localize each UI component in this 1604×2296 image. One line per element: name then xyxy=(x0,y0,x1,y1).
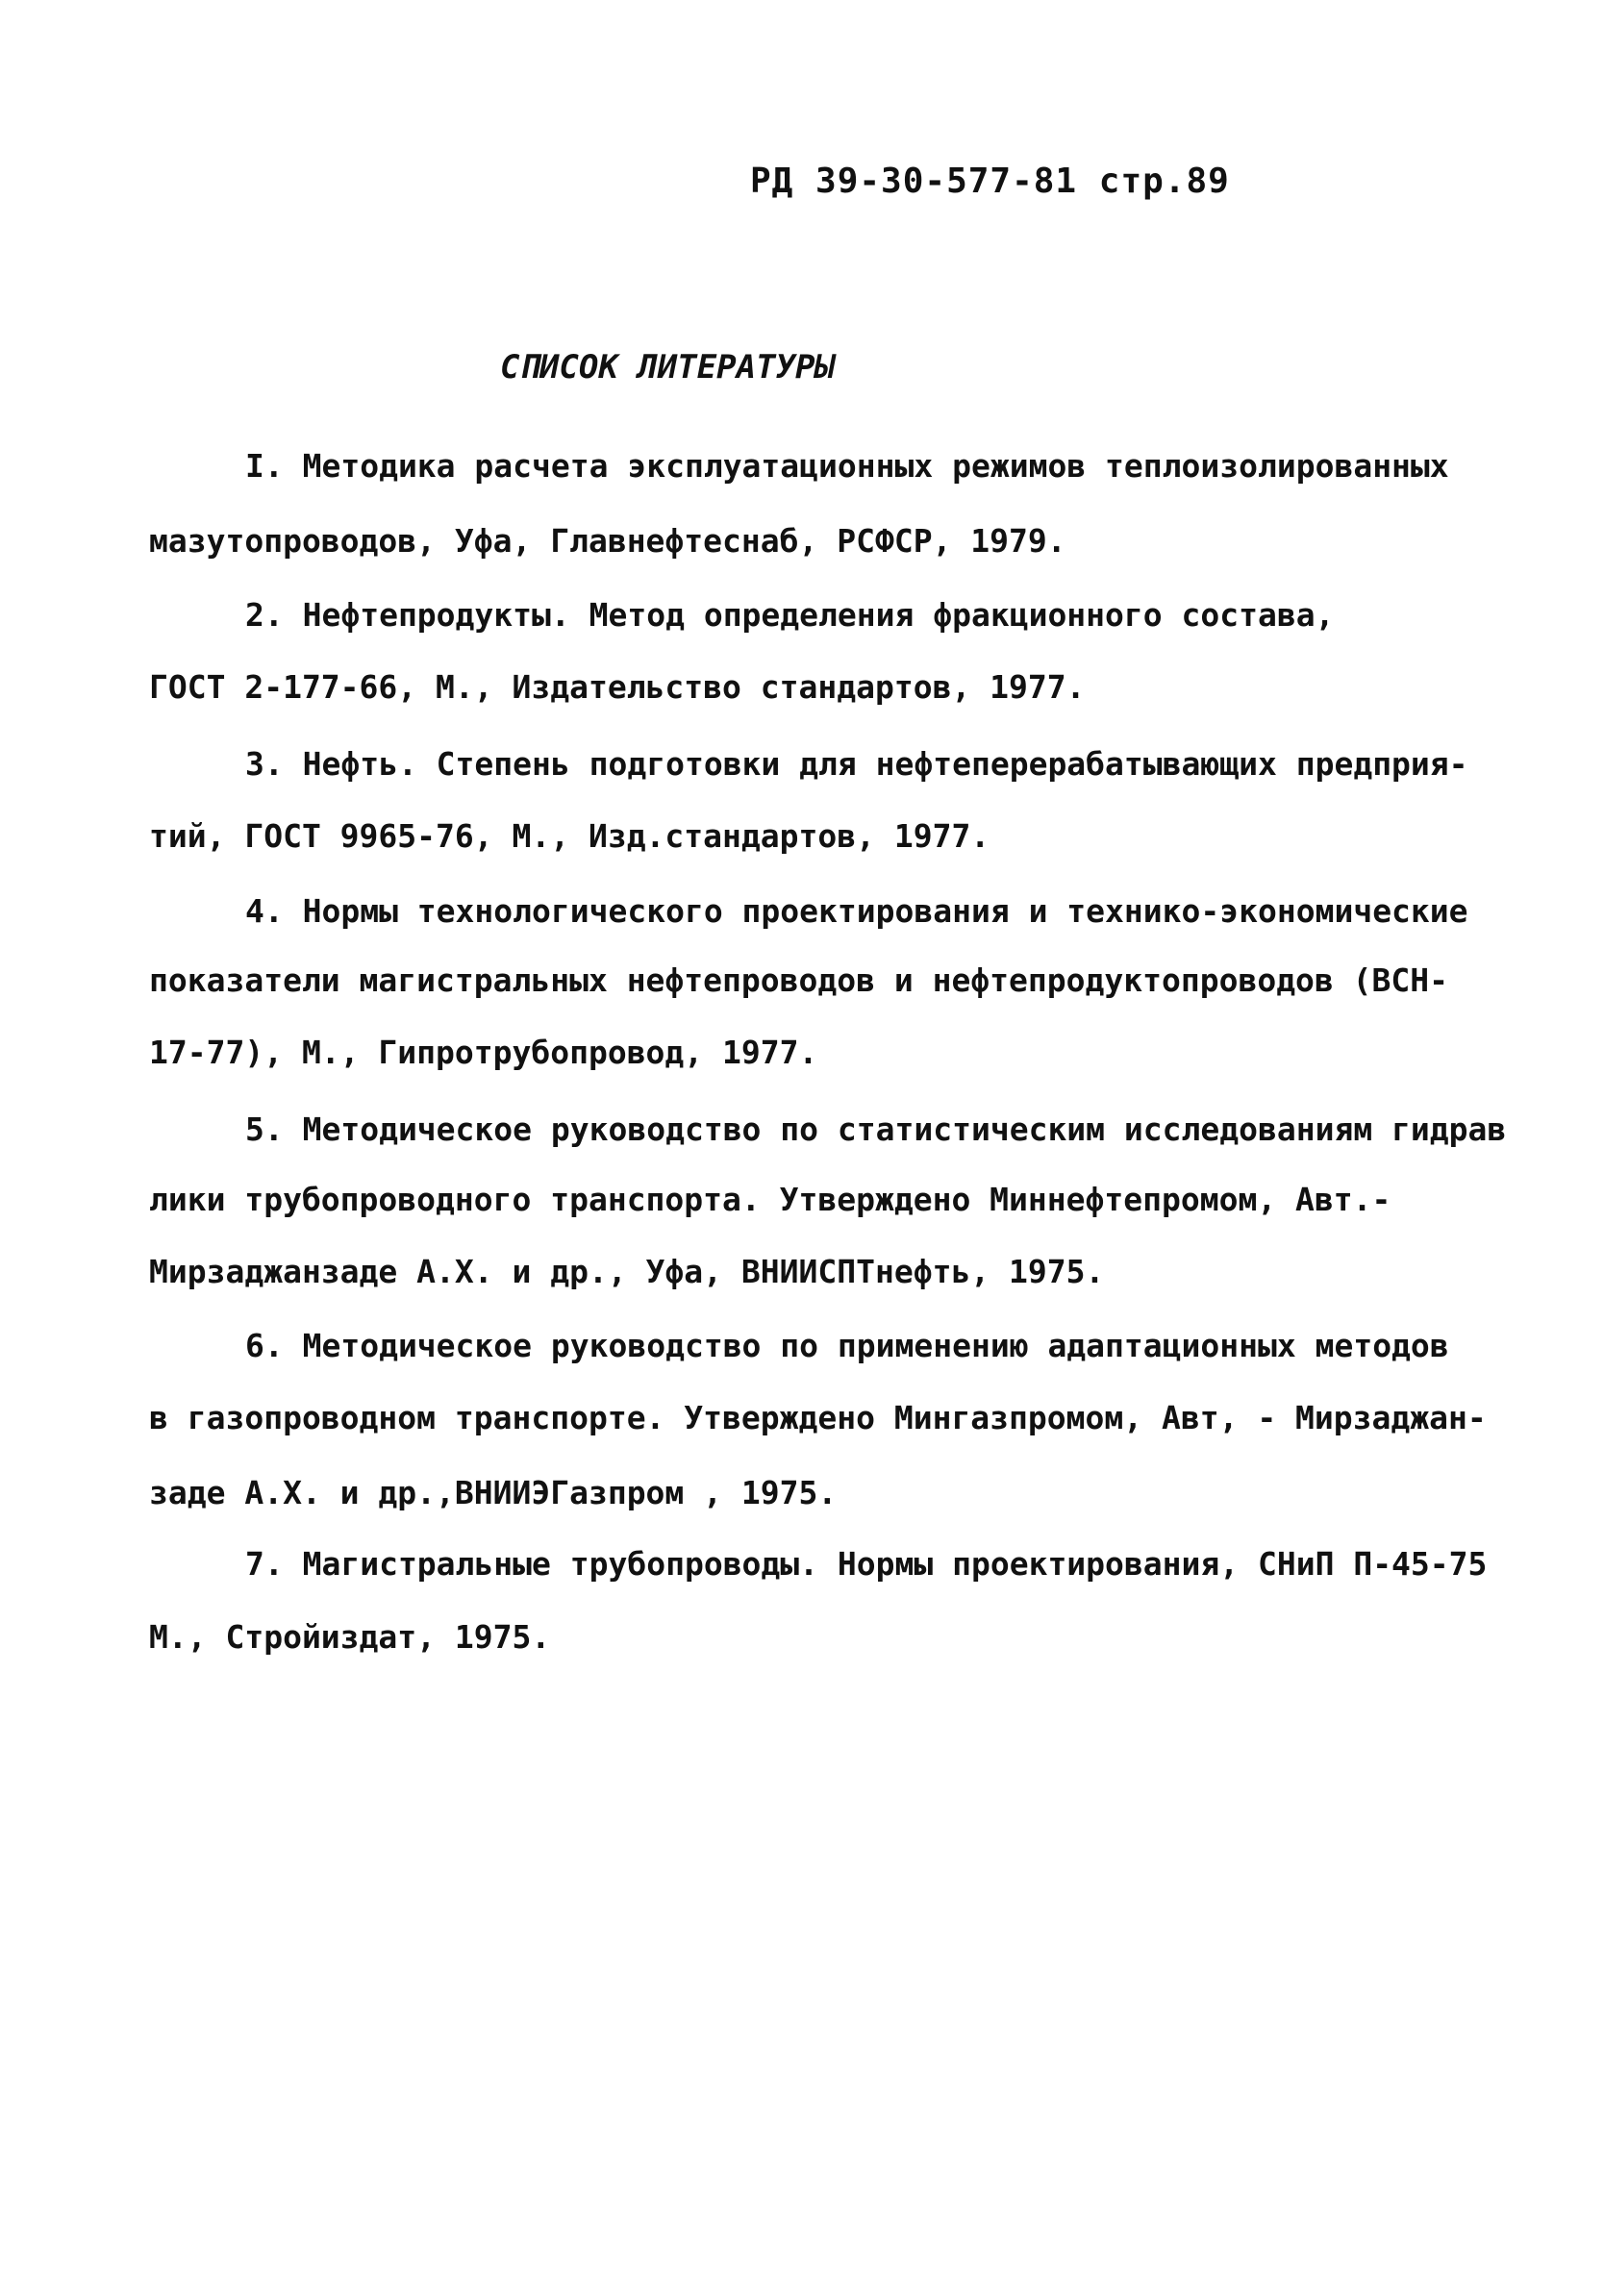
reference-4-line-3: 17-77), М., Гипротрубопровод, 1977. xyxy=(149,1034,818,1071)
reference-4-line-1: 4. Нормы технологического проектирования и технико-экономические xyxy=(245,892,1468,930)
page-title: СПИСОК ЛИТЕРАТУРЫ xyxy=(500,348,835,387)
reference-1-line-2: мазутопроводов, Уфа, Главнефтеснаб, РСФСР, 1979. xyxy=(149,522,1066,560)
reference-7-line-2: М., Стройиздат, 1975. xyxy=(149,1618,551,1656)
reference-2-line-2: ГОСТ 2-177-66, М., Издательство стандартов, 1977. xyxy=(149,668,1086,706)
reference-6-line-2: в газопроводном транспорте. Утверждено Мингазпромом, Авт, - Мирзаджан- xyxy=(149,1399,1487,1436)
reference-6-line-1: 6. Методическое руководство по применению адаптационных методов xyxy=(245,1327,1449,1364)
reference-7-line-1: 7. Магистральные трубопроводы. Нормы проектирования, СНиП П-45-75 xyxy=(245,1545,1488,1583)
reference-1-line-1: I. Методика расчета эксплуатационных режимов теплоизолированных xyxy=(245,447,1449,485)
reference-5-line-3: Мирзаджанзаде А.Х. и др., Уфа, ВНИИСПТнефть, 1975. xyxy=(149,1253,1105,1290)
reference-3-line-2: тий, ГОСТ 9965-76, М., Изд.стандартов, 1977. xyxy=(149,817,990,855)
reference-5-line-1: 5. Методическое руководство по статистическим исследованиям гидрав xyxy=(245,1111,1507,1148)
reference-2-line-1: 2. Нефтепродукты. Метод определения фракционного состава, xyxy=(245,596,1335,634)
reference-5-line-2: лики трубопроводного транспорта. Утверждено Миннефтепромом, Авт.- xyxy=(149,1181,1391,1218)
reference-4-line-2: показатели магистральных нефтепроводов и нефтепродуктопроводов (ВСН- xyxy=(149,961,1449,999)
reference-6-line-3: заде А.Х. и др.,ВНИИЭГазпром , 1975. xyxy=(149,1474,838,1511)
reference-3-line-1: 3. Нефть. Степень подготовки для нефтеперерабатывающих предприя- xyxy=(245,745,1468,783)
document-header: РД 39-30-577-81 стр.89 xyxy=(750,162,1230,201)
